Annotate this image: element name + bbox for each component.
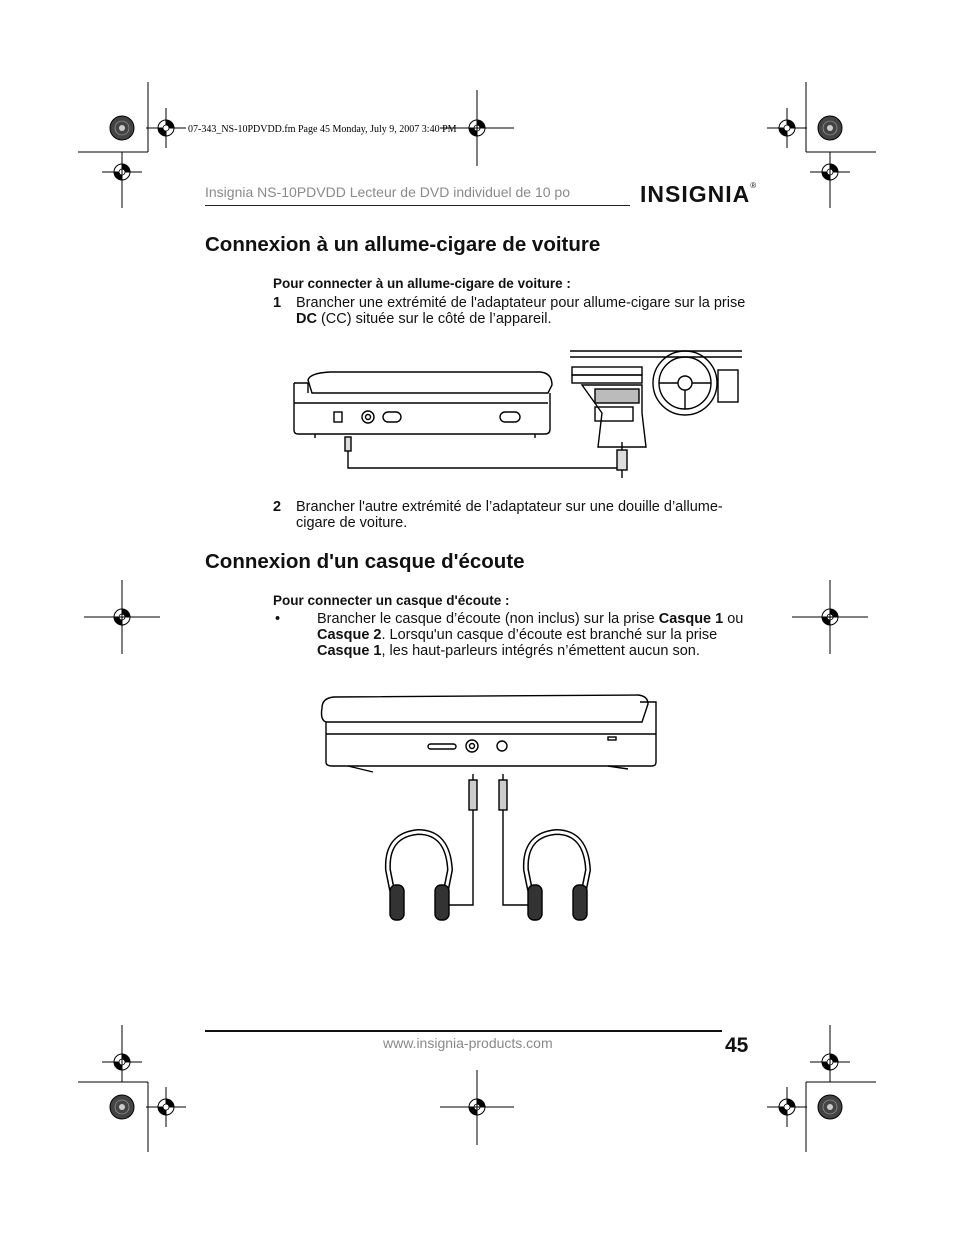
footer-rule	[205, 1030, 722, 1032]
running-header: Insignia NS-10PDVDD Lecteur de DVD individuel de 10 po	[205, 184, 570, 200]
car-lighter-connection-illustration	[290, 345, 750, 495]
insignia-logo	[640, 181, 757, 208]
logo-text: INSIGNIA	[640, 181, 751, 207]
section-heading-car-lighter: Connexion à un allume-cigare de voiture	[205, 233, 601, 256]
file-slug: 07-343_NS-10PDVDD.fm Page 45 Monday, July 9, 2007 3:40 PM	[188, 124, 457, 135]
bullet-symbol: •	[275, 611, 281, 627]
footer-url[interactable]: www.insignia-products.com	[383, 1035, 553, 1051]
step-2-text: Brancher l'autre extrémité de l’adaptateur sur une douille d’allume-cigare de voiture.	[296, 499, 723, 531]
registered-mark: ®	[750, 181, 758, 190]
step-1-text: Brancher une extrémité de l'adaptateur pour allume-cigare sur la prise DC (CC) située sur le côté de l’appareil.	[296, 295, 746, 327]
subheading-headphones: Pour connecter un casque d'écoute :	[273, 593, 510, 608]
section-heading-headphones: Connexion d'un casque d'écoute	[205, 550, 525, 573]
header-rule	[205, 205, 630, 206]
step-1-number: 1	[273, 295, 282, 311]
headphones-connection-illustration	[318, 690, 663, 925]
page-number: 45	[725, 1034, 749, 1057]
headphone-instructions: Brancher le casque d’écoute (non inclus) sur la prise Casque 1 ou Casque 2. Lorsqu'un casque d’écoute est branché sur la prise Casque 1, les haut-parleurs intégrés n’émettent aucun son.	[317, 611, 744, 659]
step-2-number: 2	[273, 499, 282, 515]
subheading-car-lighter: Pour connecter à un allume-cigare de voiture :	[273, 276, 571, 291]
